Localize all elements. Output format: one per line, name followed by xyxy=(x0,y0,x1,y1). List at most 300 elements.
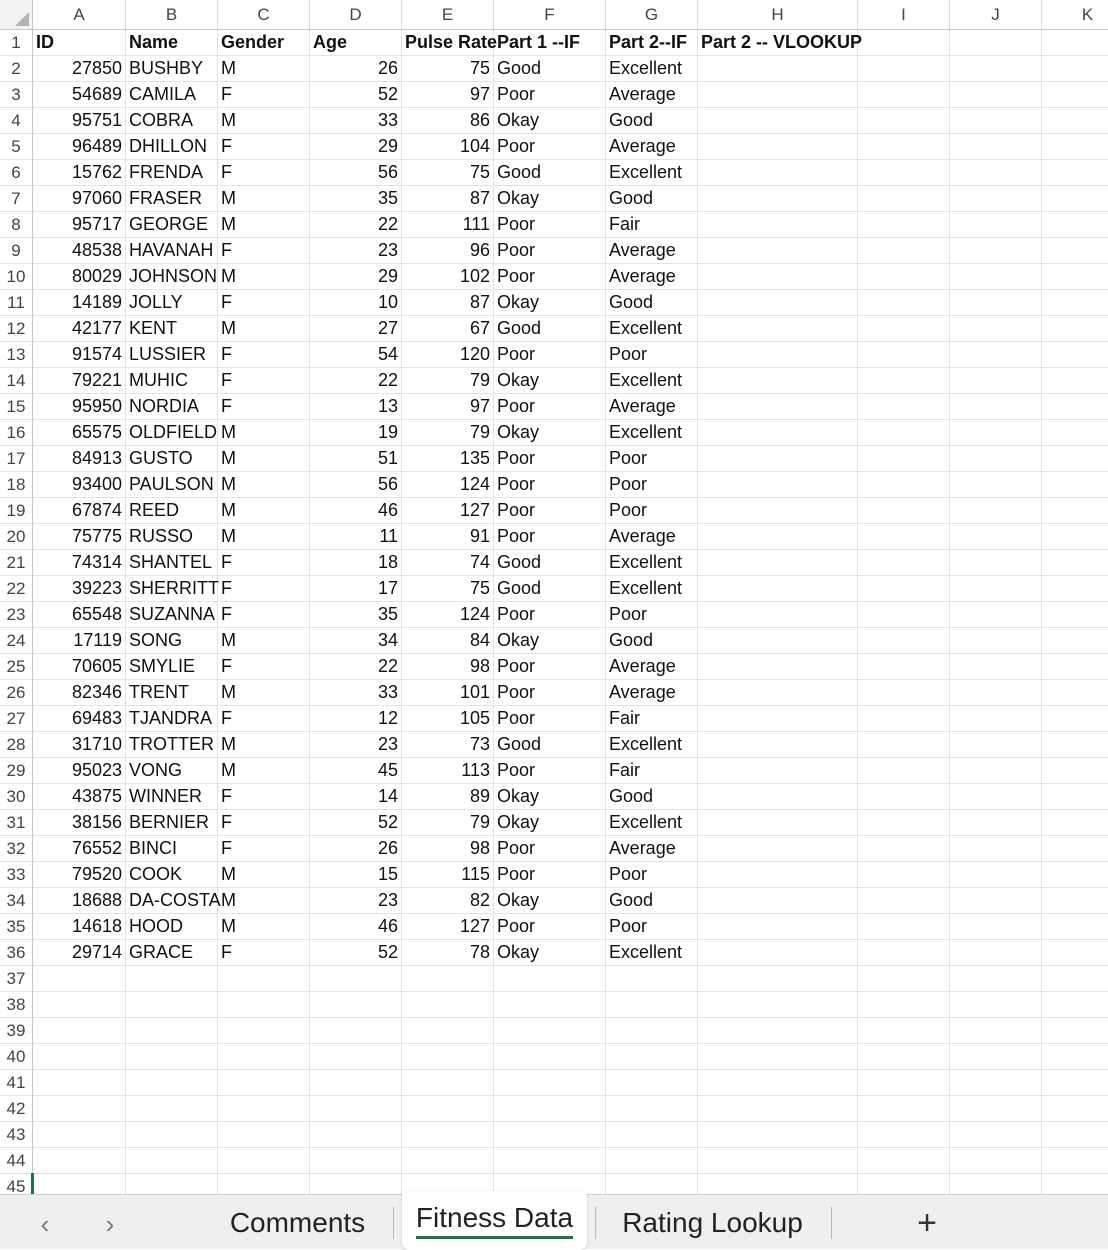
cell-g14[interactable]: Excellent xyxy=(606,368,698,394)
row-header[interactable]: 6 xyxy=(0,160,32,186)
cell-e29[interactable]: 113 xyxy=(402,758,494,784)
cell-c12[interactable]: M xyxy=(218,316,310,342)
cell-j16[interactable] xyxy=(950,420,1042,446)
row-header[interactable]: 36 xyxy=(0,940,32,966)
cell-d9[interactable]: 23 xyxy=(310,238,402,264)
cell-f19[interactable]: Poor xyxy=(494,498,606,524)
cell-c30[interactable]: F xyxy=(218,784,310,810)
cell-e31[interactable]: 79 xyxy=(402,810,494,836)
cell-f13[interactable]: Poor xyxy=(494,342,606,368)
cell-d42[interactable] xyxy=(310,1096,402,1122)
cell-g7[interactable]: Good xyxy=(606,186,698,212)
cell-j12[interactable] xyxy=(950,316,1042,342)
cell-h20[interactable] xyxy=(698,524,858,550)
cell-k31[interactable] xyxy=(1042,810,1108,836)
column-header-j[interactable]: J xyxy=(950,0,1042,29)
tab-comments[interactable] xyxy=(215,1195,380,1250)
cell-e18[interactable]: 124 xyxy=(402,472,494,498)
cell-h10[interactable] xyxy=(698,264,858,290)
cell-d44[interactable] xyxy=(310,1148,402,1174)
cell-k35[interactable] xyxy=(1042,914,1108,940)
cell-k14[interactable] xyxy=(1042,368,1108,394)
cell-a26[interactable]: 82346 xyxy=(33,680,126,706)
row-header[interactable]: 42 xyxy=(0,1096,32,1122)
cell-d32[interactable]: 26 xyxy=(310,836,402,862)
cell-g24[interactable]: Good xyxy=(606,628,698,654)
cell-k37[interactable] xyxy=(1042,966,1108,992)
cell-d6[interactable]: 56 xyxy=(310,160,402,186)
cell-e28[interactable]: 73 xyxy=(402,732,494,758)
cell-d33[interactable]: 15 xyxy=(310,862,402,888)
cell-b28[interactable]: TROTTER xyxy=(126,732,218,758)
row-header[interactable]: 5 xyxy=(0,134,32,160)
cell-i20[interactable] xyxy=(858,524,950,550)
cell-i36[interactable] xyxy=(858,940,950,966)
row-header[interactable]: 14 xyxy=(0,368,32,394)
cell-a35[interactable]: 14618 xyxy=(33,914,126,940)
cell-a6[interactable]: 15762 xyxy=(33,160,126,186)
cell-h11[interactable] xyxy=(698,290,858,316)
cell-c11[interactable]: F xyxy=(218,290,310,316)
cell-i33[interactable] xyxy=(858,862,950,888)
cell-a39[interactable] xyxy=(33,1018,126,1044)
cell-e11[interactable]: 87 xyxy=(402,290,494,316)
row-header[interactable]: 28 xyxy=(0,732,32,758)
row-header[interactable]: 2 xyxy=(0,56,32,82)
cell-c13[interactable]: F xyxy=(218,342,310,368)
cell-h8[interactable] xyxy=(698,212,858,238)
cell-i8[interactable] xyxy=(858,212,950,238)
cell-c27[interactable]: F xyxy=(218,706,310,732)
cell-i43[interactable] xyxy=(858,1122,950,1148)
cell-i38[interactable] xyxy=(858,992,950,1018)
cell-d12[interactable]: 27 xyxy=(310,316,402,342)
cell-a23[interactable]: 65548 xyxy=(33,602,126,628)
cell-a42[interactable] xyxy=(33,1096,126,1122)
cell-h17[interactable] xyxy=(698,446,858,472)
cell-f34[interactable]: Okay xyxy=(494,888,606,914)
cell-h25[interactable] xyxy=(698,654,858,680)
cell-j9[interactable] xyxy=(950,238,1042,264)
row-header[interactable]: 1 xyxy=(0,30,32,56)
cell-e36[interactable]: 78 xyxy=(402,940,494,966)
cell-j35[interactable] xyxy=(950,914,1042,940)
cell-g35[interactable]: Poor xyxy=(606,914,698,940)
cell-g32[interactable]: Average xyxy=(606,836,698,862)
cell-a27[interactable]: 69483 xyxy=(33,706,126,732)
cell-b33[interactable]: COOK xyxy=(126,862,218,888)
cell-b27[interactable]: TJANDRA xyxy=(126,706,218,732)
cell-b1[interactable]: Name xyxy=(126,30,218,56)
cell-a45[interactable] xyxy=(33,1174,126,1194)
cell-c2[interactable]: M xyxy=(218,56,310,82)
cell-j8[interactable] xyxy=(950,212,1042,238)
cell-c15[interactable]: F xyxy=(218,394,310,420)
cell-b20[interactable]: RUSSO xyxy=(126,524,218,550)
cell-h23[interactable] xyxy=(698,602,858,628)
cell-g41[interactable] xyxy=(606,1070,698,1096)
cell-b18[interactable]: PAULSON xyxy=(126,472,218,498)
cell-h1[interactable]: Part 2 -- VLOOKUP xyxy=(698,30,858,56)
cell-d10[interactable]: 29 xyxy=(310,264,402,290)
cell-b13[interactable]: LUSSIER xyxy=(126,342,218,368)
cell-f1[interactable]: Part 1 --IF xyxy=(494,30,606,56)
cell-k40[interactable] xyxy=(1042,1044,1108,1070)
cell-a33[interactable]: 79520 xyxy=(33,862,126,888)
column-header-g[interactable]: G xyxy=(606,0,698,29)
cell-d7[interactable]: 35 xyxy=(310,186,402,212)
cell-e41[interactable] xyxy=(402,1070,494,1096)
cell-a20[interactable]: 75775 xyxy=(33,524,126,550)
cell-c10[interactable]: M xyxy=(218,264,310,290)
cell-a38[interactable] xyxy=(33,992,126,1018)
cell-k15[interactable] xyxy=(1042,394,1108,420)
cell-grid[interactable] xyxy=(33,30,1108,1194)
row-header[interactable]: 11 xyxy=(0,290,32,316)
cell-f10[interactable]: Poor xyxy=(494,264,606,290)
cell-a16[interactable]: 65575 xyxy=(33,420,126,446)
cell-b15[interactable]: NORDIA xyxy=(126,394,218,420)
cell-b44[interactable] xyxy=(126,1148,218,1174)
cell-f41[interactable] xyxy=(494,1070,606,1096)
cell-k7[interactable] xyxy=(1042,186,1108,212)
cell-b5[interactable]: DHILLON xyxy=(126,134,218,160)
cell-j31[interactable] xyxy=(950,810,1042,836)
cell-b39[interactable] xyxy=(126,1018,218,1044)
cell-j39[interactable] xyxy=(950,1018,1042,1044)
cell-c4[interactable]: M xyxy=(218,108,310,134)
cell-b21[interactable]: SHANTEL xyxy=(126,550,218,576)
row-header[interactable]: 9 xyxy=(0,238,32,264)
cell-d34[interactable]: 23 xyxy=(310,888,402,914)
cell-a37[interactable] xyxy=(33,966,126,992)
cell-g16[interactable]: Excellent xyxy=(606,420,698,446)
cell-d21[interactable]: 18 xyxy=(310,550,402,576)
cell-b6[interactable]: FRENDA xyxy=(126,160,218,186)
cell-f26[interactable]: Poor xyxy=(494,680,606,706)
cell-g37[interactable] xyxy=(606,966,698,992)
cell-c33[interactable]: M xyxy=(218,862,310,888)
cell-f37[interactable] xyxy=(494,966,606,992)
cell-f25[interactable]: Poor xyxy=(494,654,606,680)
cell-g23[interactable]: Poor xyxy=(606,602,698,628)
cell-e30[interactable]: 89 xyxy=(402,784,494,810)
cell-i40[interactable] xyxy=(858,1044,950,1070)
cell-c23[interactable]: F xyxy=(218,602,310,628)
row-header[interactable]: 18 xyxy=(0,472,32,498)
cell-i24[interactable] xyxy=(858,628,950,654)
cell-c3[interactable]: F xyxy=(218,82,310,108)
cell-f17[interactable]: Poor xyxy=(494,446,606,472)
cell-i5[interactable] xyxy=(858,134,950,160)
cell-i16[interactable] xyxy=(858,420,950,446)
cell-e22[interactable]: 75 xyxy=(402,576,494,602)
cell-h18[interactable] xyxy=(698,472,858,498)
cell-i31[interactable] xyxy=(858,810,950,836)
cell-a5[interactable]: 96489 xyxy=(33,134,126,160)
cell-a12[interactable]: 42177 xyxy=(33,316,126,342)
cell-c42[interactable] xyxy=(218,1096,310,1122)
cell-f9[interactable]: Poor xyxy=(494,238,606,264)
cell-d45[interactable] xyxy=(310,1174,402,1194)
cell-i29[interactable] xyxy=(858,758,950,784)
cell-b23[interactable]: SUZANNA xyxy=(126,602,218,628)
cell-e20[interactable]: 91 xyxy=(402,524,494,550)
cell-g19[interactable]: Poor xyxy=(606,498,698,524)
row-header[interactable]: 16 xyxy=(0,420,32,446)
cell-a13[interactable]: 91574 xyxy=(33,342,126,368)
cell-b25[interactable]: SMYLIE xyxy=(126,654,218,680)
cell-j15[interactable] xyxy=(950,394,1042,420)
cell-j5[interactable] xyxy=(950,134,1042,160)
cell-j41[interactable] xyxy=(950,1070,1042,1096)
cell-c28[interactable]: M xyxy=(218,732,310,758)
row-header[interactable]: 13 xyxy=(0,342,32,368)
cell-c8[interactable]: M xyxy=(218,212,310,238)
tab-rating-lookup[interactable] xyxy=(610,1195,815,1250)
cell-f29[interactable]: Poor xyxy=(494,758,606,784)
cell-d1[interactable]: Age xyxy=(310,30,402,56)
cell-g10[interactable]: Average xyxy=(606,264,698,290)
cell-d11[interactable]: 10 xyxy=(310,290,402,316)
cell-k32[interactable] xyxy=(1042,836,1108,862)
cell-g42[interactable] xyxy=(606,1096,698,1122)
cell-k30[interactable] xyxy=(1042,784,1108,810)
cell-b8[interactable]: GEORGE xyxy=(126,212,218,238)
cell-k18[interactable] xyxy=(1042,472,1108,498)
row-header[interactable]: 23 xyxy=(0,602,32,628)
cell-g33[interactable]: Poor xyxy=(606,862,698,888)
cell-g13[interactable]: Poor xyxy=(606,342,698,368)
cell-a43[interactable] xyxy=(33,1122,126,1148)
cell-d18[interactable]: 56 xyxy=(310,472,402,498)
cell-c44[interactable] xyxy=(218,1148,310,1174)
column-header-k[interactable]: K xyxy=(1042,0,1108,29)
cell-g30[interactable]: Good xyxy=(606,784,698,810)
cell-d16[interactable]: 19 xyxy=(310,420,402,446)
column-header-h[interactable]: H xyxy=(698,0,858,29)
cell-a14[interactable]: 79221 xyxy=(33,368,126,394)
cell-d43[interactable] xyxy=(310,1122,402,1148)
cell-k4[interactable] xyxy=(1042,108,1108,134)
cell-b35[interactable]: HOOD xyxy=(126,914,218,940)
cell-f23[interactable]: Poor xyxy=(494,602,606,628)
cell-b9[interactable]: HAVANAH xyxy=(126,238,218,264)
cell-a36[interactable]: 29714 xyxy=(33,940,126,966)
cell-f11[interactable]: Okay xyxy=(494,290,606,316)
cell-g39[interactable] xyxy=(606,1018,698,1044)
cell-b17[interactable]: GUSTO xyxy=(126,446,218,472)
cell-h6[interactable] xyxy=(698,160,858,186)
cell-c29[interactable]: M xyxy=(218,758,310,784)
cell-e40[interactable] xyxy=(402,1044,494,1070)
cell-c40[interactable] xyxy=(218,1044,310,1070)
cell-a41[interactable] xyxy=(33,1070,126,1096)
cell-i34[interactable] xyxy=(858,888,950,914)
cell-e8[interactable]: 111 xyxy=(402,212,494,238)
cell-k6[interactable] xyxy=(1042,160,1108,186)
cell-c7[interactable]: M xyxy=(218,186,310,212)
row-header[interactable]: 7 xyxy=(0,186,32,212)
cell-g36[interactable]: Excellent xyxy=(606,940,698,966)
cell-e1[interactable]: Pulse Rate xyxy=(402,30,494,56)
cell-i30[interactable] xyxy=(858,784,950,810)
cell-i23[interactable] xyxy=(858,602,950,628)
cell-c1[interactable]: Gender xyxy=(218,30,310,56)
cell-c6[interactable]: F xyxy=(218,160,310,186)
row-header[interactable]: 38 xyxy=(0,992,32,1018)
cell-e16[interactable]: 79 xyxy=(402,420,494,446)
cell-g21[interactable]: Excellent xyxy=(606,550,698,576)
cell-i12[interactable] xyxy=(858,316,950,342)
cell-d22[interactable]: 17 xyxy=(310,576,402,602)
cell-b11[interactable]: JOLLY xyxy=(126,290,218,316)
cell-d40[interactable] xyxy=(310,1044,402,1070)
cell-e27[interactable]: 105 xyxy=(402,706,494,732)
row-header[interactable]: 4 xyxy=(0,108,32,134)
row-header[interactable]: 10 xyxy=(0,264,32,290)
cell-h41[interactable] xyxy=(698,1070,858,1096)
cell-k11[interactable] xyxy=(1042,290,1108,316)
cell-c26[interactable]: M xyxy=(218,680,310,706)
cell-a40[interactable] xyxy=(33,1044,126,1070)
cell-a11[interactable]: 14189 xyxy=(33,290,126,316)
column-header-a[interactable]: A xyxy=(33,0,126,29)
cell-h22[interactable] xyxy=(698,576,858,602)
cell-g4[interactable]: Good xyxy=(606,108,698,134)
cell-k24[interactable] xyxy=(1042,628,1108,654)
cell-k12[interactable] xyxy=(1042,316,1108,342)
cell-h37[interactable] xyxy=(698,966,858,992)
cell-j1[interactable] xyxy=(950,30,1042,56)
cell-j37[interactable] xyxy=(950,966,1042,992)
cell-f12[interactable]: Good xyxy=(494,316,606,342)
cell-k43[interactable] xyxy=(1042,1122,1108,1148)
row-header[interactable]: 8 xyxy=(0,212,32,238)
cell-e3[interactable]: 97 xyxy=(402,82,494,108)
cell-h32[interactable] xyxy=(698,836,858,862)
cell-h43[interactable] xyxy=(698,1122,858,1148)
cell-i4[interactable] xyxy=(858,108,950,134)
row-header[interactable]: 24 xyxy=(0,628,32,654)
cell-k44[interactable] xyxy=(1042,1148,1108,1174)
cell-h19[interactable] xyxy=(698,498,858,524)
cell-c34[interactable]: M xyxy=(218,888,310,914)
cell-c41[interactable] xyxy=(218,1070,310,1096)
cell-k1[interactable] xyxy=(1042,30,1108,56)
cell-b14[interactable]: MUHIC xyxy=(126,368,218,394)
cell-j7[interactable] xyxy=(950,186,1042,212)
cell-j23[interactable] xyxy=(950,602,1042,628)
cell-j11[interactable] xyxy=(950,290,1042,316)
cell-a28[interactable]: 31710 xyxy=(33,732,126,758)
cell-b19[interactable]: REED xyxy=(126,498,218,524)
cell-k27[interactable] xyxy=(1042,706,1108,732)
cell-d29[interactable]: 45 xyxy=(310,758,402,784)
cell-f31[interactable]: Okay xyxy=(494,810,606,836)
cell-a10[interactable]: 80029 xyxy=(33,264,126,290)
cell-g45[interactable] xyxy=(606,1174,698,1194)
cell-h36[interactable] xyxy=(698,940,858,966)
cell-e7[interactable]: 87 xyxy=(402,186,494,212)
cell-i45[interactable] xyxy=(858,1174,950,1194)
cell-c35[interactable]: M xyxy=(218,914,310,940)
cell-e37[interactable] xyxy=(402,966,494,992)
cell-k45[interactable] xyxy=(1042,1174,1108,1194)
cell-b40[interactable] xyxy=(126,1044,218,1070)
cell-f24[interactable]: Okay xyxy=(494,628,606,654)
cell-f5[interactable]: Poor xyxy=(494,134,606,160)
cell-b30[interactable]: WINNER xyxy=(126,784,218,810)
row-header[interactable]: 44 xyxy=(0,1148,32,1174)
cell-k13[interactable] xyxy=(1042,342,1108,368)
cell-e33[interactable]: 115 xyxy=(402,862,494,888)
column-header-i[interactable]: I xyxy=(858,0,950,29)
cell-b4[interactable]: COBRA xyxy=(126,108,218,134)
cell-g3[interactable]: Average xyxy=(606,82,698,108)
cell-f39[interactable] xyxy=(494,1018,606,1044)
cell-d35[interactable]: 46 xyxy=(310,914,402,940)
cell-e21[interactable]: 74 xyxy=(402,550,494,576)
next-sheet-button[interactable] xyxy=(95,1209,125,1239)
cell-e26[interactable]: 101 xyxy=(402,680,494,706)
cell-h26[interactable] xyxy=(698,680,858,706)
cell-g44[interactable] xyxy=(606,1148,698,1174)
cell-g31[interactable]: Excellent xyxy=(606,810,698,836)
cell-d19[interactable]: 46 xyxy=(310,498,402,524)
cell-e32[interactable]: 98 xyxy=(402,836,494,862)
cell-b2[interactable]: BUSHBY xyxy=(126,56,218,82)
cell-d26[interactable]: 33 xyxy=(310,680,402,706)
cell-h45[interactable] xyxy=(698,1174,858,1194)
row-header[interactable]: 31 xyxy=(0,810,32,836)
cell-d31[interactable]: 52 xyxy=(310,810,402,836)
cell-d39[interactable] xyxy=(310,1018,402,1044)
cell-k3[interactable] xyxy=(1042,82,1108,108)
cell-k20[interactable] xyxy=(1042,524,1108,550)
cell-a44[interactable] xyxy=(33,1148,126,1174)
cell-i28[interactable] xyxy=(858,732,950,758)
cell-g27[interactable]: Fair xyxy=(606,706,698,732)
cell-j3[interactable] xyxy=(950,82,1042,108)
cell-i13[interactable] xyxy=(858,342,950,368)
cell-h3[interactable] xyxy=(698,82,858,108)
cell-d23[interactable]: 35 xyxy=(310,602,402,628)
cell-k26[interactable] xyxy=(1042,680,1108,706)
cell-j36[interactable] xyxy=(950,940,1042,966)
cell-h2[interactable] xyxy=(698,56,858,82)
cell-k17[interactable] xyxy=(1042,446,1108,472)
cell-a22[interactable]: 39223 xyxy=(33,576,126,602)
cell-j43[interactable] xyxy=(950,1122,1042,1148)
cell-h34[interactable] xyxy=(698,888,858,914)
cell-k21[interactable] xyxy=(1042,550,1108,576)
cell-d8[interactable]: 22 xyxy=(310,212,402,238)
cell-g11[interactable]: Good xyxy=(606,290,698,316)
cell-h38[interactable] xyxy=(698,992,858,1018)
cell-d36[interactable]: 52 xyxy=(310,940,402,966)
cell-b43[interactable] xyxy=(126,1122,218,1148)
column-header-d[interactable]: D xyxy=(310,0,402,29)
cell-e15[interactable]: 97 xyxy=(402,394,494,420)
cell-j30[interactable] xyxy=(950,784,1042,810)
cell-d24[interactable]: 34 xyxy=(310,628,402,654)
select-all-corner[interactable] xyxy=(0,0,33,30)
cell-d13[interactable]: 54 xyxy=(310,342,402,368)
cell-k38[interactable] xyxy=(1042,992,1108,1018)
cell-i3[interactable] xyxy=(858,82,950,108)
cell-j10[interactable] xyxy=(950,264,1042,290)
